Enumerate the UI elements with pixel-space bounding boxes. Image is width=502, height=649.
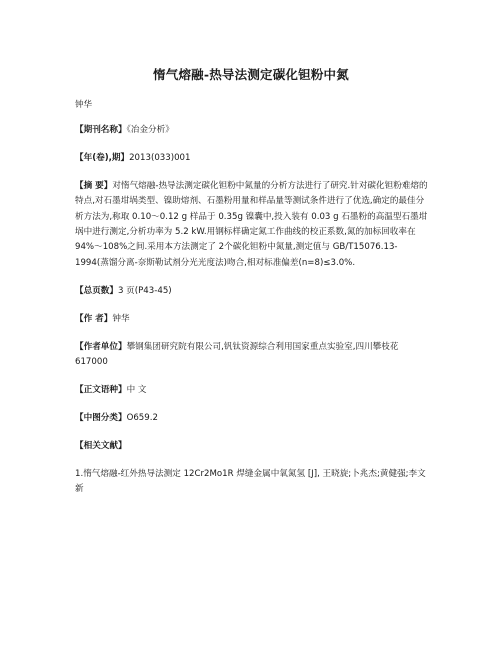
pages-value: 3 页(P43-45) <box>117 285 172 296</box>
classification-field <box>75 411 431 426</box>
language-label: 【正文语种】 <box>75 384 127 395</box>
page-title: 惰气熔融-热导法测定碳化钽粉中氮 <box>153 67 349 82</box>
journal-label: 【期刊名称】 <box>75 125 127 135</box>
author-line: 钟华 <box>75 100 93 110</box>
affiliation-label: 【作者单位】 <box>75 341 127 352</box>
language-value: 中 文 <box>126 384 147 395</box>
abstract-text: 对惰气熔融-热导法测定碳化钽粉中氮量的分析方法进行了研究.针对碳化钽粉难熔的特点,对石墨坩埚类型、镍助熔剂、石墨粉用量和样品量等测试条件进行了优选,确定的最佳分析方法为,称取 0.10～0.12 g 样品于 0.35g 镍囊中,投入装有 0.03 g 石墨粉的高温型石墨坩埚中进行测定,分析功率为 5.2 kW.用钢标样确定氮工作曲线的校正系数,氮的加标回收率在 94%～108%之间.采用本方法测定了 2个碳化钽粉中氮量,测定值与 GB/T15076.13-1994(蒸馏分离-奈斯勒试剂分光光度法)吻合,相对标准偏差(n=8)≤3.0%. <box>75 180 428 268</box>
pages-label: 【总页数】 <box>75 285 118 296</box>
abstract-label: 【摘 要】 <box>75 180 113 191</box>
year-label: 【年(卷),期】 <box>75 152 130 163</box>
reference-item[interactable]: 1.惰气熔融-红外热导法测定 12Cr2Mo1R 焊缝金属中氧氮氢 [J], 王晓旋;卜兆杰;黄健强;李文新 <box>75 468 426 494</box>
classification-label: 【中图分类】 <box>75 412 127 423</box>
journal-value: 《冶金分析》 <box>126 125 174 135</box>
affiliation-field <box>75 340 431 371</box>
classification-value: O659.2 <box>126 412 158 423</box>
pages-field <box>75 284 431 299</box>
abstract-field <box>75 179 431 271</box>
journal-field <box>75 123 431 138</box>
affiliation-value: 攀钢集团研究院有限公司,钒钛资源综合利用国家重点实验室,四川攀枝花 617000 <box>75 341 399 367</box>
document-body <box>75 123 431 497</box>
related-heading <box>75 439 431 454</box>
authors-field <box>75 312 431 327</box>
language-field <box>75 383 431 398</box>
authors-value: 钟华 <box>112 313 130 324</box>
related-label: 【相关文献】 <box>75 440 127 451</box>
year-value: 2013(033)001 <box>129 152 191 163</box>
authors-label: 【作 者】 <box>75 313 113 324</box>
year-field <box>75 151 431 166</box>
